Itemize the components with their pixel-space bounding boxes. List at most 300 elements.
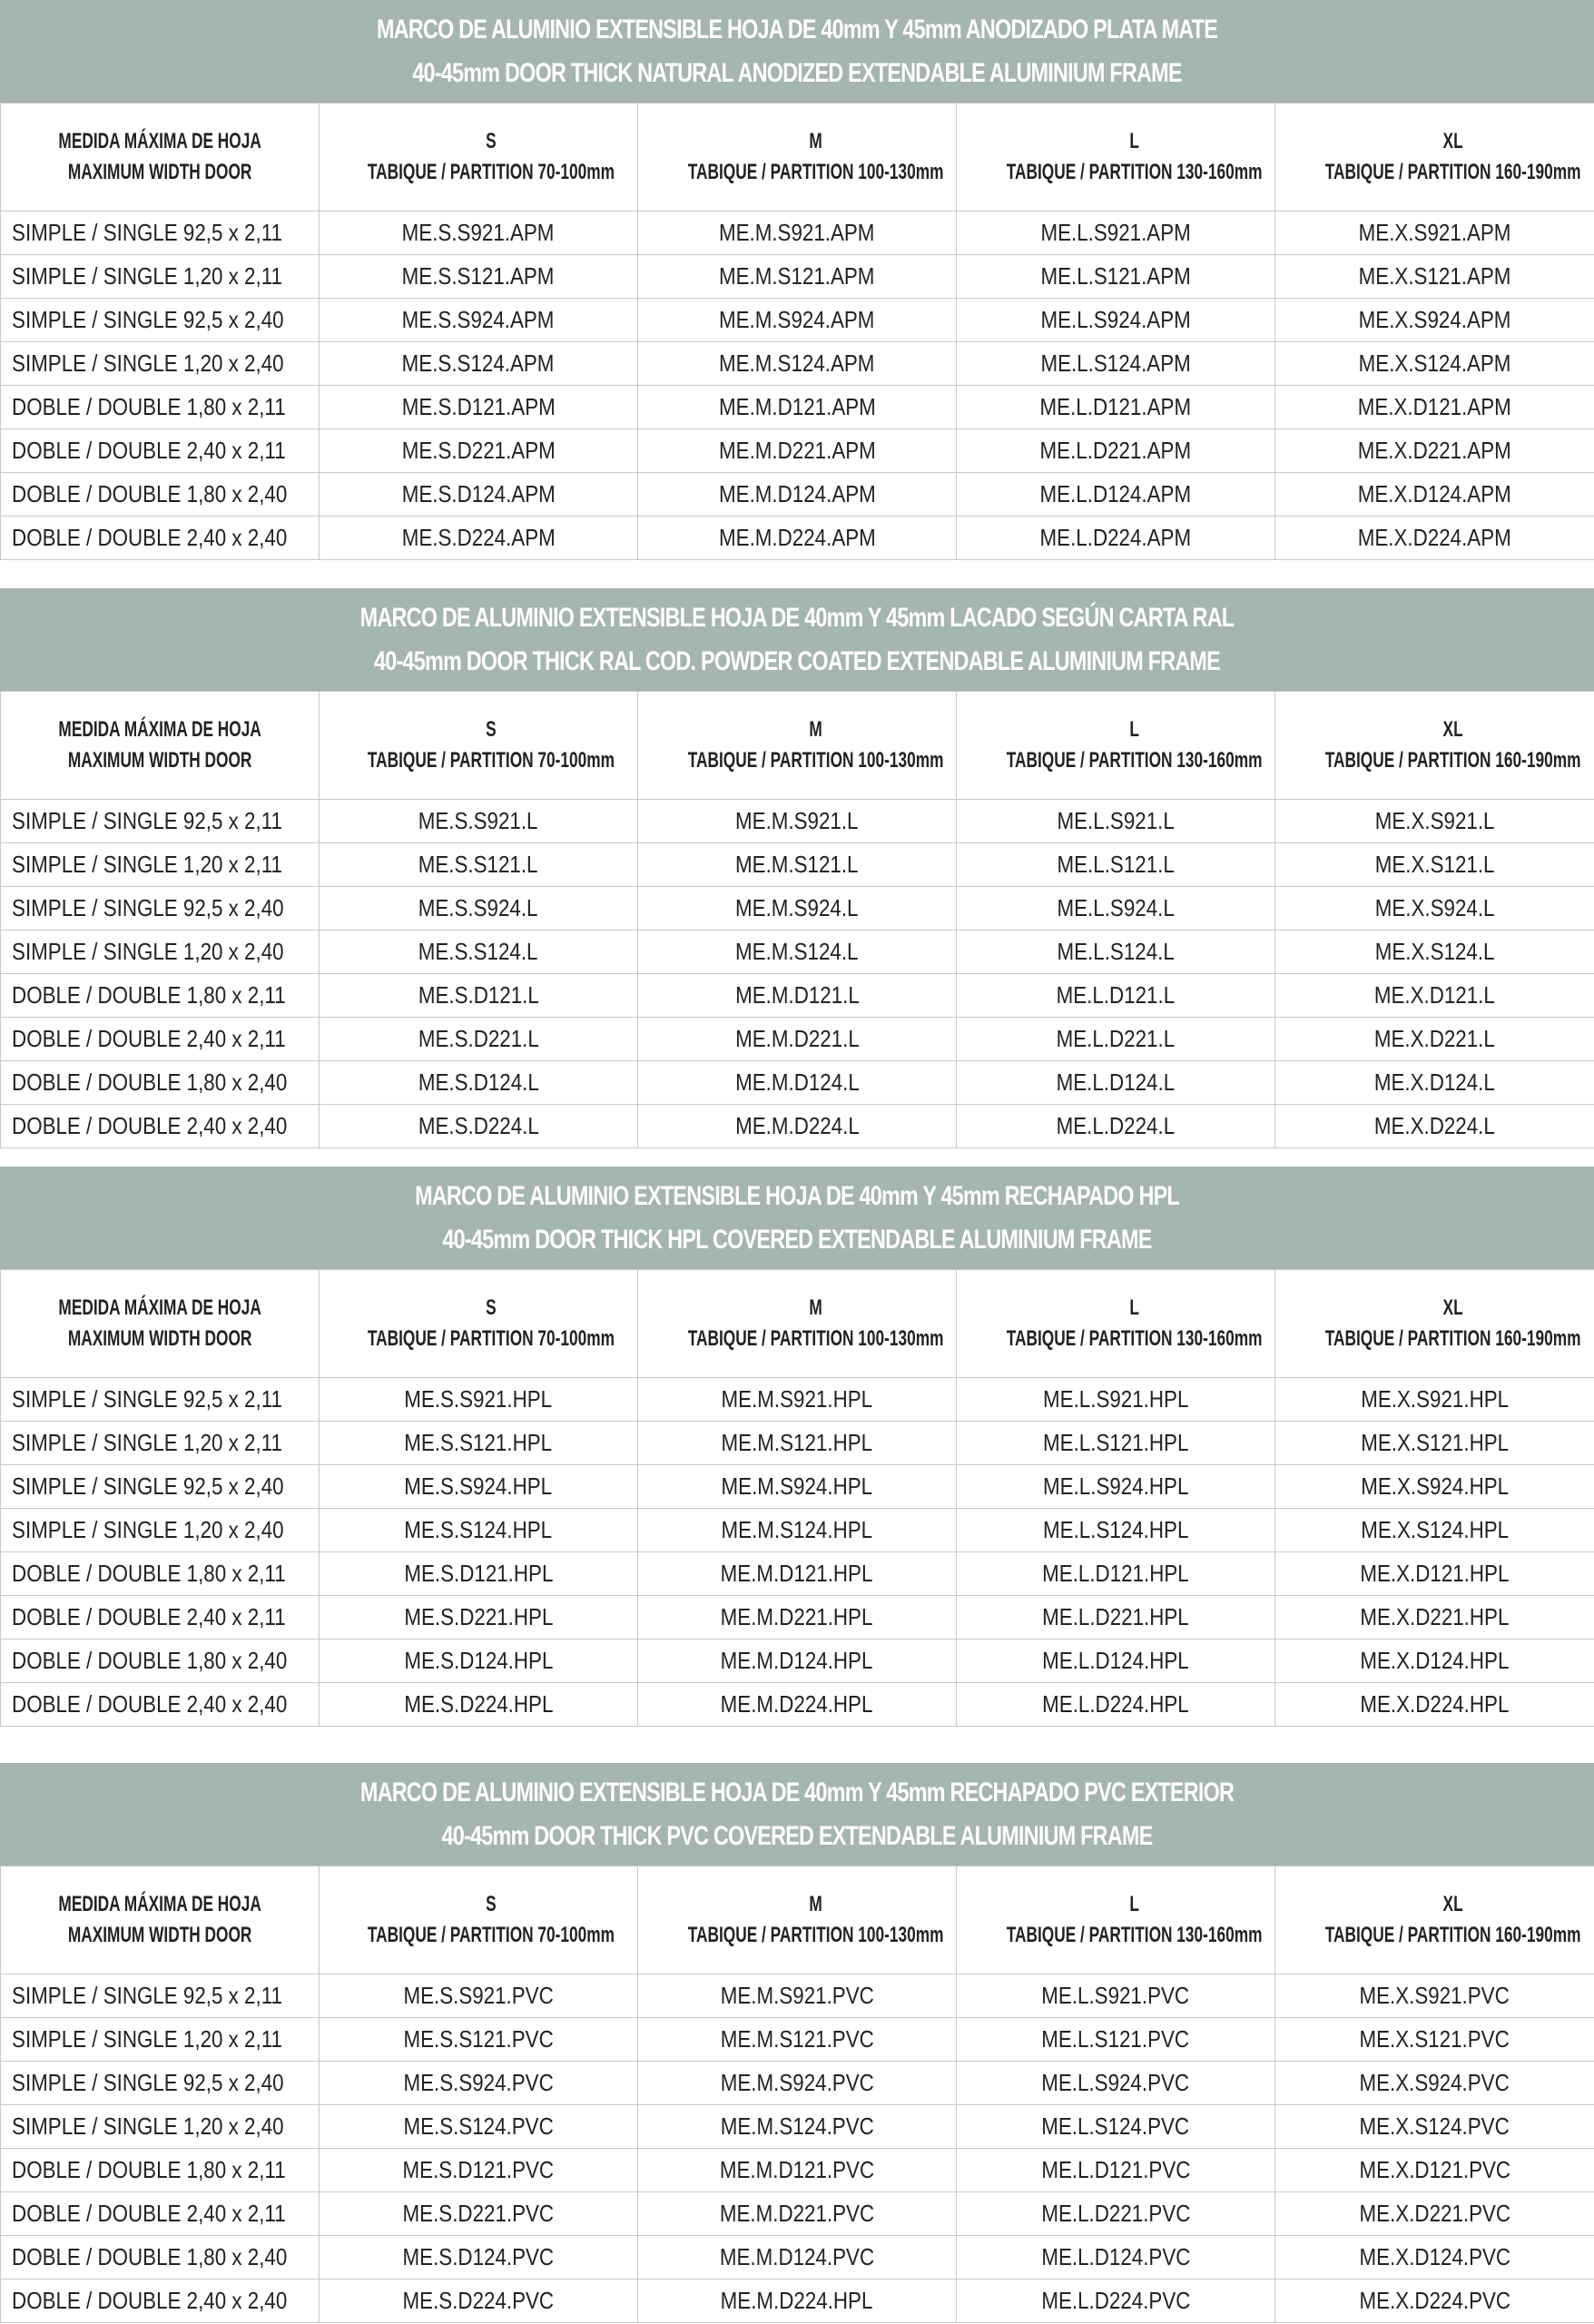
door-size-cell xyxy=(1,843,320,887)
header-size-column xyxy=(638,692,957,800)
door-size-label: DOBLE / DOUBLE 2,40 x 2,11 xyxy=(12,2200,286,2227)
frame-reference-table xyxy=(0,103,1594,560)
reference-code: ME.S.D121.L xyxy=(418,981,539,1009)
reference-code: ME.X.S921.HPL xyxy=(1361,1385,1509,1413)
reference-code: ME.M.S124.L xyxy=(735,938,859,965)
reference-code-cell xyxy=(957,2236,1275,2280)
table-row xyxy=(1,2280,1594,2323)
door-size-cell xyxy=(1,299,320,342)
reference-code: ME.X.D221.L xyxy=(1373,1025,1495,1052)
reference-code-cell xyxy=(638,1596,957,1640)
reference-code-cell xyxy=(638,2149,957,2192)
reference-code: ME.M.D124.APM xyxy=(718,480,876,507)
door-size-cell xyxy=(1,1974,320,2018)
door-size-cell xyxy=(1,1378,320,1422)
partition-range: TABIQUE / PARTITION 130-160mm xyxy=(1006,1326,1263,1351)
reference-code: ME.L.D221.PVC xyxy=(1040,2200,1191,2227)
reference-code: ME.L.D221.L xyxy=(1056,1025,1176,1052)
reference-code: ME.X.S124.PVC xyxy=(1359,2112,1510,2140)
reference-code-cell xyxy=(320,1061,638,1105)
table-row xyxy=(1,1640,1594,1683)
reference-code: ME.S.S124.HPL xyxy=(404,1516,553,1543)
reference-code: ME.M.S124.PVC xyxy=(720,2112,874,2140)
reference-code-cell xyxy=(638,342,957,386)
reference-code: ME.M.D121.PVC xyxy=(719,2156,875,2183)
frame-reference-table xyxy=(0,1269,1594,1727)
frame-reference-table xyxy=(0,1866,1594,2323)
table-row xyxy=(1,887,1594,931)
frame-table-section xyxy=(0,1167,1594,1727)
frame-table-section xyxy=(0,1763,1594,2323)
reference-code: ME.L.D224.L xyxy=(1056,1112,1176,1139)
table-row xyxy=(1,843,1594,887)
reference-code: ME.S.S124.APM xyxy=(402,350,555,377)
header-label-en: MAXIMUM WIDTH DOOR xyxy=(67,160,252,184)
door-size-cell xyxy=(1,2236,320,2280)
reference-code: ME.X.D121.APM xyxy=(1357,393,1511,420)
reference-code: ME.M.D221.PVC xyxy=(719,2200,875,2227)
reference-code: ME.M.D121.APM xyxy=(718,393,876,420)
reference-code-cell xyxy=(957,517,1275,560)
door-size-cell xyxy=(1,2105,320,2149)
header-label-en: MAXIMUM WIDTH DOOR xyxy=(67,1923,252,1947)
door-size-label: DOBLE / DOUBLE 2,40 x 2,40 xyxy=(12,524,288,551)
header-max-width-door xyxy=(1,103,320,212)
header-size-column xyxy=(957,1866,1275,1974)
reference-code-cell xyxy=(957,1596,1275,1640)
reference-code: ME.M.D221.HPL xyxy=(721,1603,873,1630)
header-size-column xyxy=(1275,692,1594,800)
section-title-en: 40-45mm DOOR THICK NATURAL ANODIZED EXTENDABLE ALUMINIUM FRAME xyxy=(412,57,1182,88)
door-size-label: SIMPLE / SINGLE 1,20 x 2,40 xyxy=(12,350,284,377)
reference-code-cell xyxy=(320,2149,638,2192)
reference-code: ME.X.S921.L xyxy=(1374,807,1495,834)
header-size-column xyxy=(1275,1270,1594,1378)
reference-code: ME.X.D121.PVC xyxy=(1359,2156,1510,2183)
reference-code-cell xyxy=(320,887,638,931)
table-row xyxy=(1,429,1594,473)
reference-code-cell xyxy=(957,2018,1275,2062)
door-size-label: DOBLE / DOUBLE 2,40 x 2,11 xyxy=(12,1025,286,1052)
reference-code: ME.L.S921.PVC xyxy=(1041,1982,1190,2009)
reference-code-cell xyxy=(638,1422,957,1465)
reference-code-cell xyxy=(1275,299,1594,342)
reference-code: ME.L.S124.L xyxy=(1057,938,1175,965)
reference-code-cell xyxy=(1275,2280,1594,2323)
reference-code-cell xyxy=(1275,386,1594,429)
reference-code-cell xyxy=(1275,974,1594,1018)
table-row xyxy=(1,386,1594,429)
size-code: M xyxy=(809,1295,822,1320)
reference-code-cell xyxy=(320,517,638,560)
door-size-label: DOBLE / DOUBLE 2,40 x 2,40 xyxy=(12,1112,288,1139)
reference-code-cell xyxy=(638,2018,957,2062)
reference-code-cell xyxy=(320,342,638,386)
reference-code-cell xyxy=(957,1974,1275,2018)
reference-code-cell xyxy=(957,1378,1275,1422)
reference-code: ME.S.D221.HPL xyxy=(403,1603,554,1630)
reference-code-cell xyxy=(1275,517,1594,560)
reference-code: ME.S.S121.HPL xyxy=(404,1429,553,1456)
reference-code-cell xyxy=(638,2192,957,2236)
door-size-cell xyxy=(1,1509,320,1552)
size-code: L xyxy=(1129,1892,1139,1916)
reference-code-cell xyxy=(1275,1465,1594,1509)
reference-code: ME.X.S924.HPL xyxy=(1361,1472,1509,1500)
door-size-label: SIMPLE / SINGLE 92,5 x 2,40 xyxy=(12,2069,284,2096)
reference-code: ME.S.D224.PVC xyxy=(402,2287,555,2314)
door-size-cell xyxy=(1,2192,320,2236)
door-size-label: SIMPLE / SINGLE 92,5 x 2,40 xyxy=(12,894,284,921)
reference-code-cell xyxy=(320,800,638,843)
door-size-label: DOBLE / DOUBLE 2,40 x 2,11 xyxy=(12,437,286,464)
table-row xyxy=(1,1465,1594,1509)
reference-code-cell xyxy=(957,1105,1275,1148)
door-size-cell xyxy=(1,1465,320,1509)
reference-code-cell xyxy=(638,2280,957,2323)
size-code: L xyxy=(1129,1295,1139,1320)
table-row xyxy=(1,1509,1594,1552)
reference-code: ME.X.S921.APM xyxy=(1358,219,1511,246)
reference-code: ME.M.D224.HPL xyxy=(721,2287,873,2314)
reference-code: ME.S.D121.PVC xyxy=(402,2156,555,2183)
reference-code-cell xyxy=(320,2280,638,2323)
reference-code-cell xyxy=(638,386,957,429)
header-label-es: MEDIDA MÁXIMA DE HOJA xyxy=(58,129,261,153)
partition-range: TABIQUE / PARTITION 70-100mm xyxy=(367,1923,615,1947)
size-code: XL xyxy=(1442,129,1463,153)
reference-code: ME.X.S121.APM xyxy=(1358,262,1511,290)
reference-code: ME.M.D221.APM xyxy=(718,437,876,464)
reference-code: ME.M.D124.HPL xyxy=(721,1647,873,1674)
reference-code: ME.X.D121.L xyxy=(1373,981,1495,1009)
reference-code: ME.M.D224.HPL xyxy=(721,1690,873,1718)
size-code: S xyxy=(486,129,497,153)
reference-code: ME.L.S921.HPL xyxy=(1042,1385,1189,1413)
table-row xyxy=(1,2018,1594,2062)
reference-code: ME.X.D124.HPL xyxy=(1360,1647,1510,1674)
table-row xyxy=(1,800,1594,843)
door-size-cell xyxy=(1,1683,320,1727)
reference-code: ME.M.S924.HPL xyxy=(721,1472,873,1500)
reference-code-cell xyxy=(957,1422,1275,1465)
reference-code: ME.L.S924.APM xyxy=(1040,306,1191,333)
size-code: M xyxy=(809,717,822,742)
size-code: M xyxy=(809,129,822,153)
reference-code: ME.L.S921.APM xyxy=(1040,219,1191,246)
reference-code-cell xyxy=(320,1422,638,1465)
door-size-cell xyxy=(1,1018,320,1061)
section-title-en: 40-45mm DOOR THICK HPL COVERED EXTENDABLE ALUMINIUM FRAME xyxy=(442,1224,1152,1255)
reference-code-cell xyxy=(638,843,957,887)
reference-code: ME.L.D221.HPL xyxy=(1042,1603,1189,1630)
reference-code: ME.S.S924.L xyxy=(418,894,538,921)
reference-code: ME.S.S924.PVC xyxy=(403,2069,554,2096)
reference-code-cell xyxy=(1275,1018,1594,1061)
table-row xyxy=(1,1422,1594,1465)
reference-code-cell xyxy=(1275,800,1594,843)
reference-code: ME.L.D224.PVC xyxy=(1040,2287,1191,2314)
reference-code: ME.S.D124.APM xyxy=(401,480,556,507)
reference-code: ME.S.D224.APM xyxy=(401,524,556,551)
reference-code: ME.M.S921.PVC xyxy=(720,1982,874,2009)
reference-code: ME.L.S121.APM xyxy=(1040,262,1191,290)
size-code: L xyxy=(1129,129,1139,153)
door-size-label: SIMPLE / SINGLE 1,20 x 2,11 xyxy=(12,262,282,290)
reference-code: ME.S.S121.APM xyxy=(402,262,555,290)
door-size-cell xyxy=(1,800,320,843)
reference-code-cell xyxy=(638,1974,957,2018)
reference-code: ME.X.S924.APM xyxy=(1358,306,1511,333)
reference-code-cell xyxy=(638,2105,957,2149)
reference-code-cell xyxy=(638,517,957,560)
reference-code: ME.S.S921.L xyxy=(418,807,538,834)
reference-code: ME.L.S121.PVC xyxy=(1041,2025,1190,2053)
partition-range: TABIQUE / PARTITION 160-190mm xyxy=(1324,1326,1581,1351)
reference-code-cell xyxy=(957,386,1275,429)
door-size-label: DOBLE / DOUBLE 1,80 x 2,11 xyxy=(12,393,286,420)
reference-code-cell xyxy=(320,1378,638,1422)
table-header-row xyxy=(1,1866,1594,1974)
door-size-cell xyxy=(1,2280,320,2323)
reference-code-cell xyxy=(957,2280,1275,2323)
reference-code-cell xyxy=(1275,1422,1594,1465)
section-title-en: 40-45mm DOOR THICK RAL COD. POWDER COATED EXTENDABLE ALUMINIUM FRAME xyxy=(374,645,1220,676)
header-size-column xyxy=(320,1866,638,1974)
reference-code-cell xyxy=(957,931,1275,974)
reference-code: ME.X.D124.APM xyxy=(1357,480,1511,507)
reference-code-cell xyxy=(638,1061,957,1105)
table-row xyxy=(1,1596,1594,1640)
reference-code: ME.X.D221.HPL xyxy=(1360,1603,1510,1630)
reference-code: ME.X.S124.APM xyxy=(1358,350,1511,377)
table-row xyxy=(1,1018,1594,1061)
reference-code-cell xyxy=(1275,1105,1594,1148)
reference-code-cell xyxy=(1275,2105,1594,2149)
reference-code-cell xyxy=(957,843,1275,887)
reference-code-cell xyxy=(1275,255,1594,299)
reference-code-cell xyxy=(957,473,1275,517)
reference-code: ME.L.D124.APM xyxy=(1039,480,1192,507)
size-code: M xyxy=(809,1892,822,1916)
door-size-cell xyxy=(1,2062,320,2105)
reference-code-cell xyxy=(957,800,1275,843)
reference-code: ME.X.D221.PVC xyxy=(1359,2200,1510,2227)
reference-code-cell xyxy=(638,931,957,974)
reference-code: ME.L.D121.PVC xyxy=(1040,2156,1191,2183)
door-size-label: SIMPLE / SINGLE 92,5 x 2,11 xyxy=(12,1982,282,2009)
reference-code: ME.S.D221.PVC xyxy=(402,2200,555,2227)
reference-code-cell xyxy=(1275,1974,1594,2018)
table-header-row xyxy=(1,103,1594,212)
door-size-cell xyxy=(1,342,320,386)
door-size-label: SIMPLE / SINGLE 92,5 x 2,40 xyxy=(12,1472,284,1500)
table-row xyxy=(1,1061,1594,1105)
section-title-en: 40-45mm DOOR THICK PVC COVERED EXTENDABLE ALUMINIUM FRAME xyxy=(441,1820,1153,1851)
table-row xyxy=(1,2105,1594,2149)
reference-code: ME.M.D224.APM xyxy=(718,524,876,551)
door-size-label: SIMPLE / SINGLE 92,5 x 2,11 xyxy=(12,807,282,834)
reference-code-cell xyxy=(1275,1596,1594,1640)
door-size-label: SIMPLE / SINGLE 1,20 x 2,11 xyxy=(12,2025,282,2053)
door-size-label: SIMPLE / SINGLE 1,20 x 2,11 xyxy=(12,851,282,878)
reference-code-cell xyxy=(1275,2062,1594,2105)
reference-code: ME.X.S124.L xyxy=(1374,938,1495,965)
partition-range: TABIQUE / PARTITION 70-100mm xyxy=(367,1326,615,1351)
reference-code: ME.X.S121.L xyxy=(1374,851,1495,878)
reference-code-cell xyxy=(957,1683,1275,1727)
door-size-cell xyxy=(1,1596,320,1640)
reference-code-cell xyxy=(957,2149,1275,2192)
reference-code: ME.M.S924.PVC xyxy=(720,2069,874,2096)
door-size-label: SIMPLE / SINGLE 92,5 x 2,11 xyxy=(12,1385,282,1413)
door-size-cell xyxy=(1,429,320,473)
reference-code: ME.S.S921.APM xyxy=(402,219,555,246)
reference-code: ME.L.D224.HPL xyxy=(1042,1690,1189,1718)
reference-code-cell xyxy=(1275,1640,1594,1683)
table-row xyxy=(1,517,1594,560)
door-size-label: DOBLE / DOUBLE 1,80 x 2,40 xyxy=(12,1068,288,1096)
reference-code: ME.X.D224.HPL xyxy=(1360,1690,1510,1718)
reference-code-cell xyxy=(638,800,957,843)
reference-code-cell xyxy=(957,2105,1275,2149)
reference-code: ME.L.S921.L xyxy=(1057,807,1175,834)
reference-code: ME.M.D121.HPL xyxy=(721,1560,873,1587)
door-size-cell xyxy=(1,473,320,517)
reference-code: ME.L.S124.HPL xyxy=(1042,1516,1189,1543)
reference-code-cell xyxy=(957,974,1275,1018)
reference-code: ME.S.D224.HPL xyxy=(403,1690,554,1718)
reference-code: ME.X.D224.L xyxy=(1373,1112,1495,1139)
reference-code: ME.S.S124.PVC xyxy=(403,2112,554,2140)
frame-table-section xyxy=(0,0,1594,560)
reference-code: ME.L.S124.APM xyxy=(1040,350,1191,377)
reference-code-cell xyxy=(320,974,638,1018)
partition-range: TABIQUE / PARTITION 130-160mm xyxy=(1006,1923,1263,1947)
reference-code-cell xyxy=(320,2062,638,2105)
reference-code-cell xyxy=(320,1552,638,1596)
header-size-column xyxy=(957,103,1275,212)
door-size-label: SIMPLE / SINGLE 1,20 x 2,40 xyxy=(12,1516,284,1543)
reference-code: ME.M.D124.L xyxy=(734,1068,860,1096)
reference-code: ME.S.S924.APM xyxy=(402,306,555,333)
size-code: XL xyxy=(1442,1295,1463,1320)
reference-code-cell xyxy=(320,473,638,517)
section-title-banner xyxy=(0,1763,1594,1866)
reference-code-cell xyxy=(1275,2236,1594,2280)
reference-code-cell xyxy=(957,342,1275,386)
table-row xyxy=(1,1552,1594,1596)
reference-code: ME.S.S124.L xyxy=(418,938,538,965)
section-title-es: MARCO DE ALUMINIO EXTENSIBLE HOJA DE 40mm Y 45mm RECHAPADO PVC EXTERIOR xyxy=(359,1777,1235,1807)
reference-code-cell xyxy=(1275,1683,1594,1727)
header-size-column xyxy=(957,1270,1275,1378)
reference-code-cell xyxy=(320,2105,638,2149)
table-row xyxy=(1,299,1594,342)
reference-code: ME.M.S924.L xyxy=(735,894,859,921)
reference-code-cell xyxy=(1275,887,1594,931)
door-size-cell xyxy=(1,212,320,255)
header-label-en: MAXIMUM WIDTH DOOR xyxy=(67,1326,252,1351)
reference-code-cell xyxy=(320,299,638,342)
header-size-column xyxy=(957,692,1275,800)
table-row xyxy=(1,1683,1594,1727)
reference-code-cell xyxy=(957,1509,1275,1552)
reference-code-cell xyxy=(638,1683,957,1727)
size-code: S xyxy=(486,717,497,742)
section-title-es: MARCO DE ALUMINIO EXTENSIBLE HOJA DE 40mm Y 45mm LACADO SEGÚN CARTA RAL xyxy=(359,602,1235,633)
size-code: S xyxy=(486,1892,497,1916)
reference-code: ME.M.D121.L xyxy=(734,981,860,1009)
table-row xyxy=(1,2149,1594,2192)
header-label-es: MEDIDA MÁXIMA DE HOJA xyxy=(58,717,261,742)
door-size-cell xyxy=(1,1552,320,1596)
reference-code-cell xyxy=(320,843,638,887)
header-label-en: MAXIMUM WIDTH DOOR xyxy=(67,748,252,773)
partition-range: TABIQUE / PARTITION 130-160mm xyxy=(1006,748,1263,773)
reference-code: ME.M.S921.HPL xyxy=(721,1385,873,1413)
table-row xyxy=(1,2192,1594,2236)
reference-code: ME.M.S121.L xyxy=(735,851,859,878)
reference-code: ME.M.S921.APM xyxy=(719,219,875,246)
door-size-cell xyxy=(1,255,320,299)
reference-code-cell xyxy=(638,299,957,342)
section-title-es: MARCO DE ALUMINIO EXTENSIBLE HOJA DE 40mm Y 45mm RECHAPADO HPL xyxy=(415,1180,1179,1211)
table-header-row xyxy=(1,1270,1594,1378)
reference-code-cell xyxy=(1275,1378,1594,1422)
reference-code-cell xyxy=(1275,1509,1594,1552)
reference-code: ME.X.S924.PVC xyxy=(1359,2069,1510,2096)
section-title-banner xyxy=(0,0,1594,103)
reference-code-cell xyxy=(320,2236,638,2280)
reference-code-cell xyxy=(320,1974,638,2018)
door-size-cell xyxy=(1,887,320,931)
reference-code-cell xyxy=(638,1105,957,1148)
door-size-cell xyxy=(1,386,320,429)
reference-code-cell xyxy=(1275,2018,1594,2062)
reference-code-cell xyxy=(320,1509,638,1552)
header-label-es: MEDIDA MÁXIMA DE HOJA xyxy=(58,1892,261,1916)
size-code: XL xyxy=(1442,717,1463,742)
door-size-label: DOBLE / DOUBLE 1,80 x 2,11 xyxy=(12,1560,286,1587)
partition-range: TABIQUE / PARTITION 70-100mm xyxy=(367,748,615,773)
reference-code-cell xyxy=(1275,2149,1594,2192)
reference-code: ME.X.S121.HPL xyxy=(1361,1429,1509,1456)
reference-code: ME.S.D224.L xyxy=(418,1112,539,1139)
table-row xyxy=(1,255,1594,299)
reference-code: ME.S.D124.PVC xyxy=(402,2243,555,2270)
door-size-cell xyxy=(1,1061,320,1105)
reference-code-cell xyxy=(1275,429,1594,473)
reference-code-cell xyxy=(320,931,638,974)
door-size-label: SIMPLE / SINGLE 92,5 x 2,40 xyxy=(12,306,284,333)
partition-range: TABIQUE / PARTITION 130-160mm xyxy=(1006,160,1263,184)
reference-code: ME.M.S124.HPL xyxy=(721,1516,873,1543)
reference-code-cell xyxy=(1275,843,1594,887)
reference-code-cell xyxy=(957,2192,1275,2236)
reference-code: ME.X.D124.PVC xyxy=(1359,2243,1510,2270)
reference-code: ME.X.S924.L xyxy=(1374,894,1495,921)
partition-range: TABIQUE / PARTITION 100-130mm xyxy=(687,1326,944,1351)
size-code: XL xyxy=(1442,1892,1463,1916)
reference-code-cell xyxy=(957,887,1275,931)
header-size-column xyxy=(320,103,638,212)
reference-code: ME.L.D121.HPL xyxy=(1042,1560,1189,1587)
reference-code-cell xyxy=(638,255,957,299)
reference-code-cell xyxy=(957,255,1275,299)
reference-code: ME.X.D221.APM xyxy=(1357,437,1511,464)
reference-code-cell xyxy=(957,1018,1275,1061)
